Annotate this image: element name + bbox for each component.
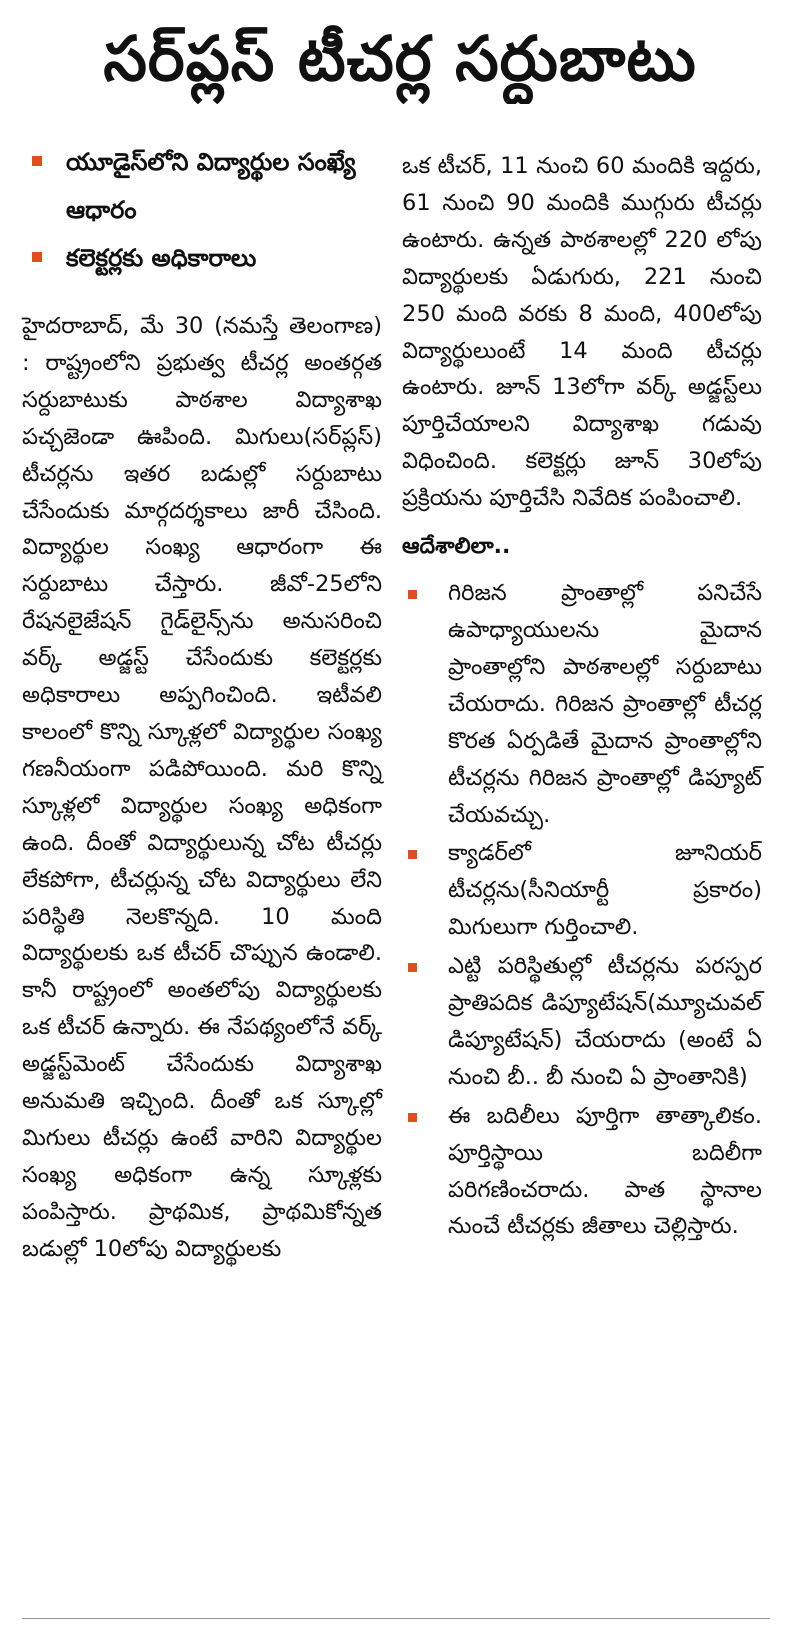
highlight-text: యూడైస్‌లోని విద్యార్థుల సంఖ్యే ఆధారం (66, 148, 356, 224)
order-item (402, 1098, 762, 1246)
orders-subheading: ఆదేశాలిలా.. (402, 534, 511, 560)
square-bullet-icon (408, 963, 417, 972)
highlight-item (22, 138, 382, 234)
body-text-left: హైదరాబాద్, మే 30 (నమస్తే తెలంగాణ) : రాష్ట్రంలోని ప్రభుత్వ టీచర్ల అంతర్గత సర్దుబాటుకు పాఠశాల విద్యాశాఖ పచ్చజెండా ఊపింది. మిగులు(సర్‌ప్లస్) టీచర్లను ఇతర బడుల్లో సర్దుబాటు చేసేందుకు మార్గదర్శకాలు జారీ చేసింది. విద్యార్థుల సంఖ్య ఆధారంగా ఈ సర్దుబాటు చేస్తారు. జీవో-25లోని రేషనలైజేషన్ గైడ్‌లైన్స్‌ను అనుసరించి వర్క్ అడ్జస్ట్ చేసేందుకు కలెక్టర్లకు అధికారాలు అప్పగించింది. ఇటీవలి కాలంలో కొన్ని స్కూళ్లలో విద్యార్థుల సంఖ్య గణనీయంగా పడిపోయింది. మరి కొన్ని స్కూళ్లలో విద్యార్థుల సంఖ్య అధికంగా ఉంది. దీంతో విద్యార్థులున్న చోట టీచర్లు లేకపోగా, టీచర్లున్న చోట విద్యార్థులు లేని పరిస్థితి నెలకొన్నది. 10 మంది విద్యార్థులకు ఒక టీచర్ చొప్పున ఉండాలి. కానీ రాష్ట్రంలో అంతలోపు విద్యార్థులకు ఒక టీచర్ ఉన్నారు. ఈ నేపథ్యంలోనే వర్క్ అడ్జస్ట్‌మెంట్ చేసేందుకు విద్యాశాఖ అనుమతి ఇచ్చింది. దీంతో ఒక స్కూల్లో మిగులు టీచర్లు ఉంటే వారిని విద్యార్థుల సంఖ్య అధికంగా ఉన్న స్కూళ్లకు పంపిస్తారు. ప్రాథమిక, ప్రాథమికోన్నత బడుల్లో 10లోపు విద్యార్థులకు (22, 313, 382, 1262)
body-text-right: ఒక టీచర్, 11 నుంచి 60 మందికి ఇద్దరు, 61 నుంచి 90 మందికి ముగ్గురు టీచర్లు ఉంటారు. ఉన్నత పాఠశాలల్లో 220 లోపు విద్యార్థులకు ఏడుగురు, 221 నుంచి 250 మంది వరకు 8 మంది, 400లోపు విద్యార్థులుంటే 14 మంది టీచర్లు ఉంటారు. జూన్ 13లోగా వర్క్ అడ్జస్ట్‌లు పూర్తిచేయాలని విద్యాశాఖ గడువు విధించింది. కలెక్టర్లు జూన్ 30లోపు ప్రక్రియను పూర్తిచేసి నివేదిక పంపించాలి. (402, 153, 762, 512)
bottom-divider (22, 1618, 770, 1619)
order-text: గిరిజన ప్రాంతాల్లో పనిచేసే ఉపాధ్యాయులను మైదాన ప్రాంతాల్లోని పాఠశాలల్లో సర్దుబాటు చేయరాదు. గిరిజన ప్రాంతాల్లో టీచర్ల కొరత ఏర్పడితే మైదాన ప్రాంతాల్లోని టీచర్లను గిరిజన ప్రాంతాల్లో డిప్యూట్ చేయవచ్చు. (448, 580, 762, 828)
headline: సర్‌ప్లస్ టీచర్ల సర్దుబాటు (103, 22, 697, 95)
order-text: క్యాడర్‌లో జూనియర్ టీచర్లను(సీనియార్టీ ప్రకారం) మిగులుగా గుర్తించాలి. (448, 840, 762, 941)
order-text: ఎట్టి పరిస్థితుల్లో టీచర్లను పరస్పర ప్రాతిపదిక డిప్యూటేషన్(మ్యూచువల్ డిప్యూటేషన్) చేయరాదు (అంటే ఏ నుంచి బీ.. బీ నుంచి ఏ ప్రాంతానికి) (448, 953, 762, 1090)
highlight-text: కలెక్టర్లకు అధికారాలు (66, 244, 257, 272)
order-text: ఈ బదిలీలు పూర్తిగా తాత్కాలికం. పూర్తిస్థాయి బదిలీగా పరిగణించరాదు. పాత స్థానాల నుంచే టీచర్లకు జీతాలు చెల్లిస్తారు. (448, 1102, 762, 1240)
order-item (402, 575, 762, 833)
highlight-item (22, 234, 382, 282)
order-item (402, 835, 762, 946)
square-bullet-icon (32, 252, 42, 262)
orders-list (402, 575, 762, 1245)
order-item (402, 948, 762, 1096)
square-bullet-icon (408, 590, 417, 599)
square-bullet-icon (408, 850, 417, 859)
square-bullet-icon (32, 156, 42, 166)
square-bullet-icon (408, 1113, 417, 1122)
left-column (22, 138, 382, 1268)
right-column (402, 148, 762, 1247)
highlights-list (22, 138, 382, 282)
